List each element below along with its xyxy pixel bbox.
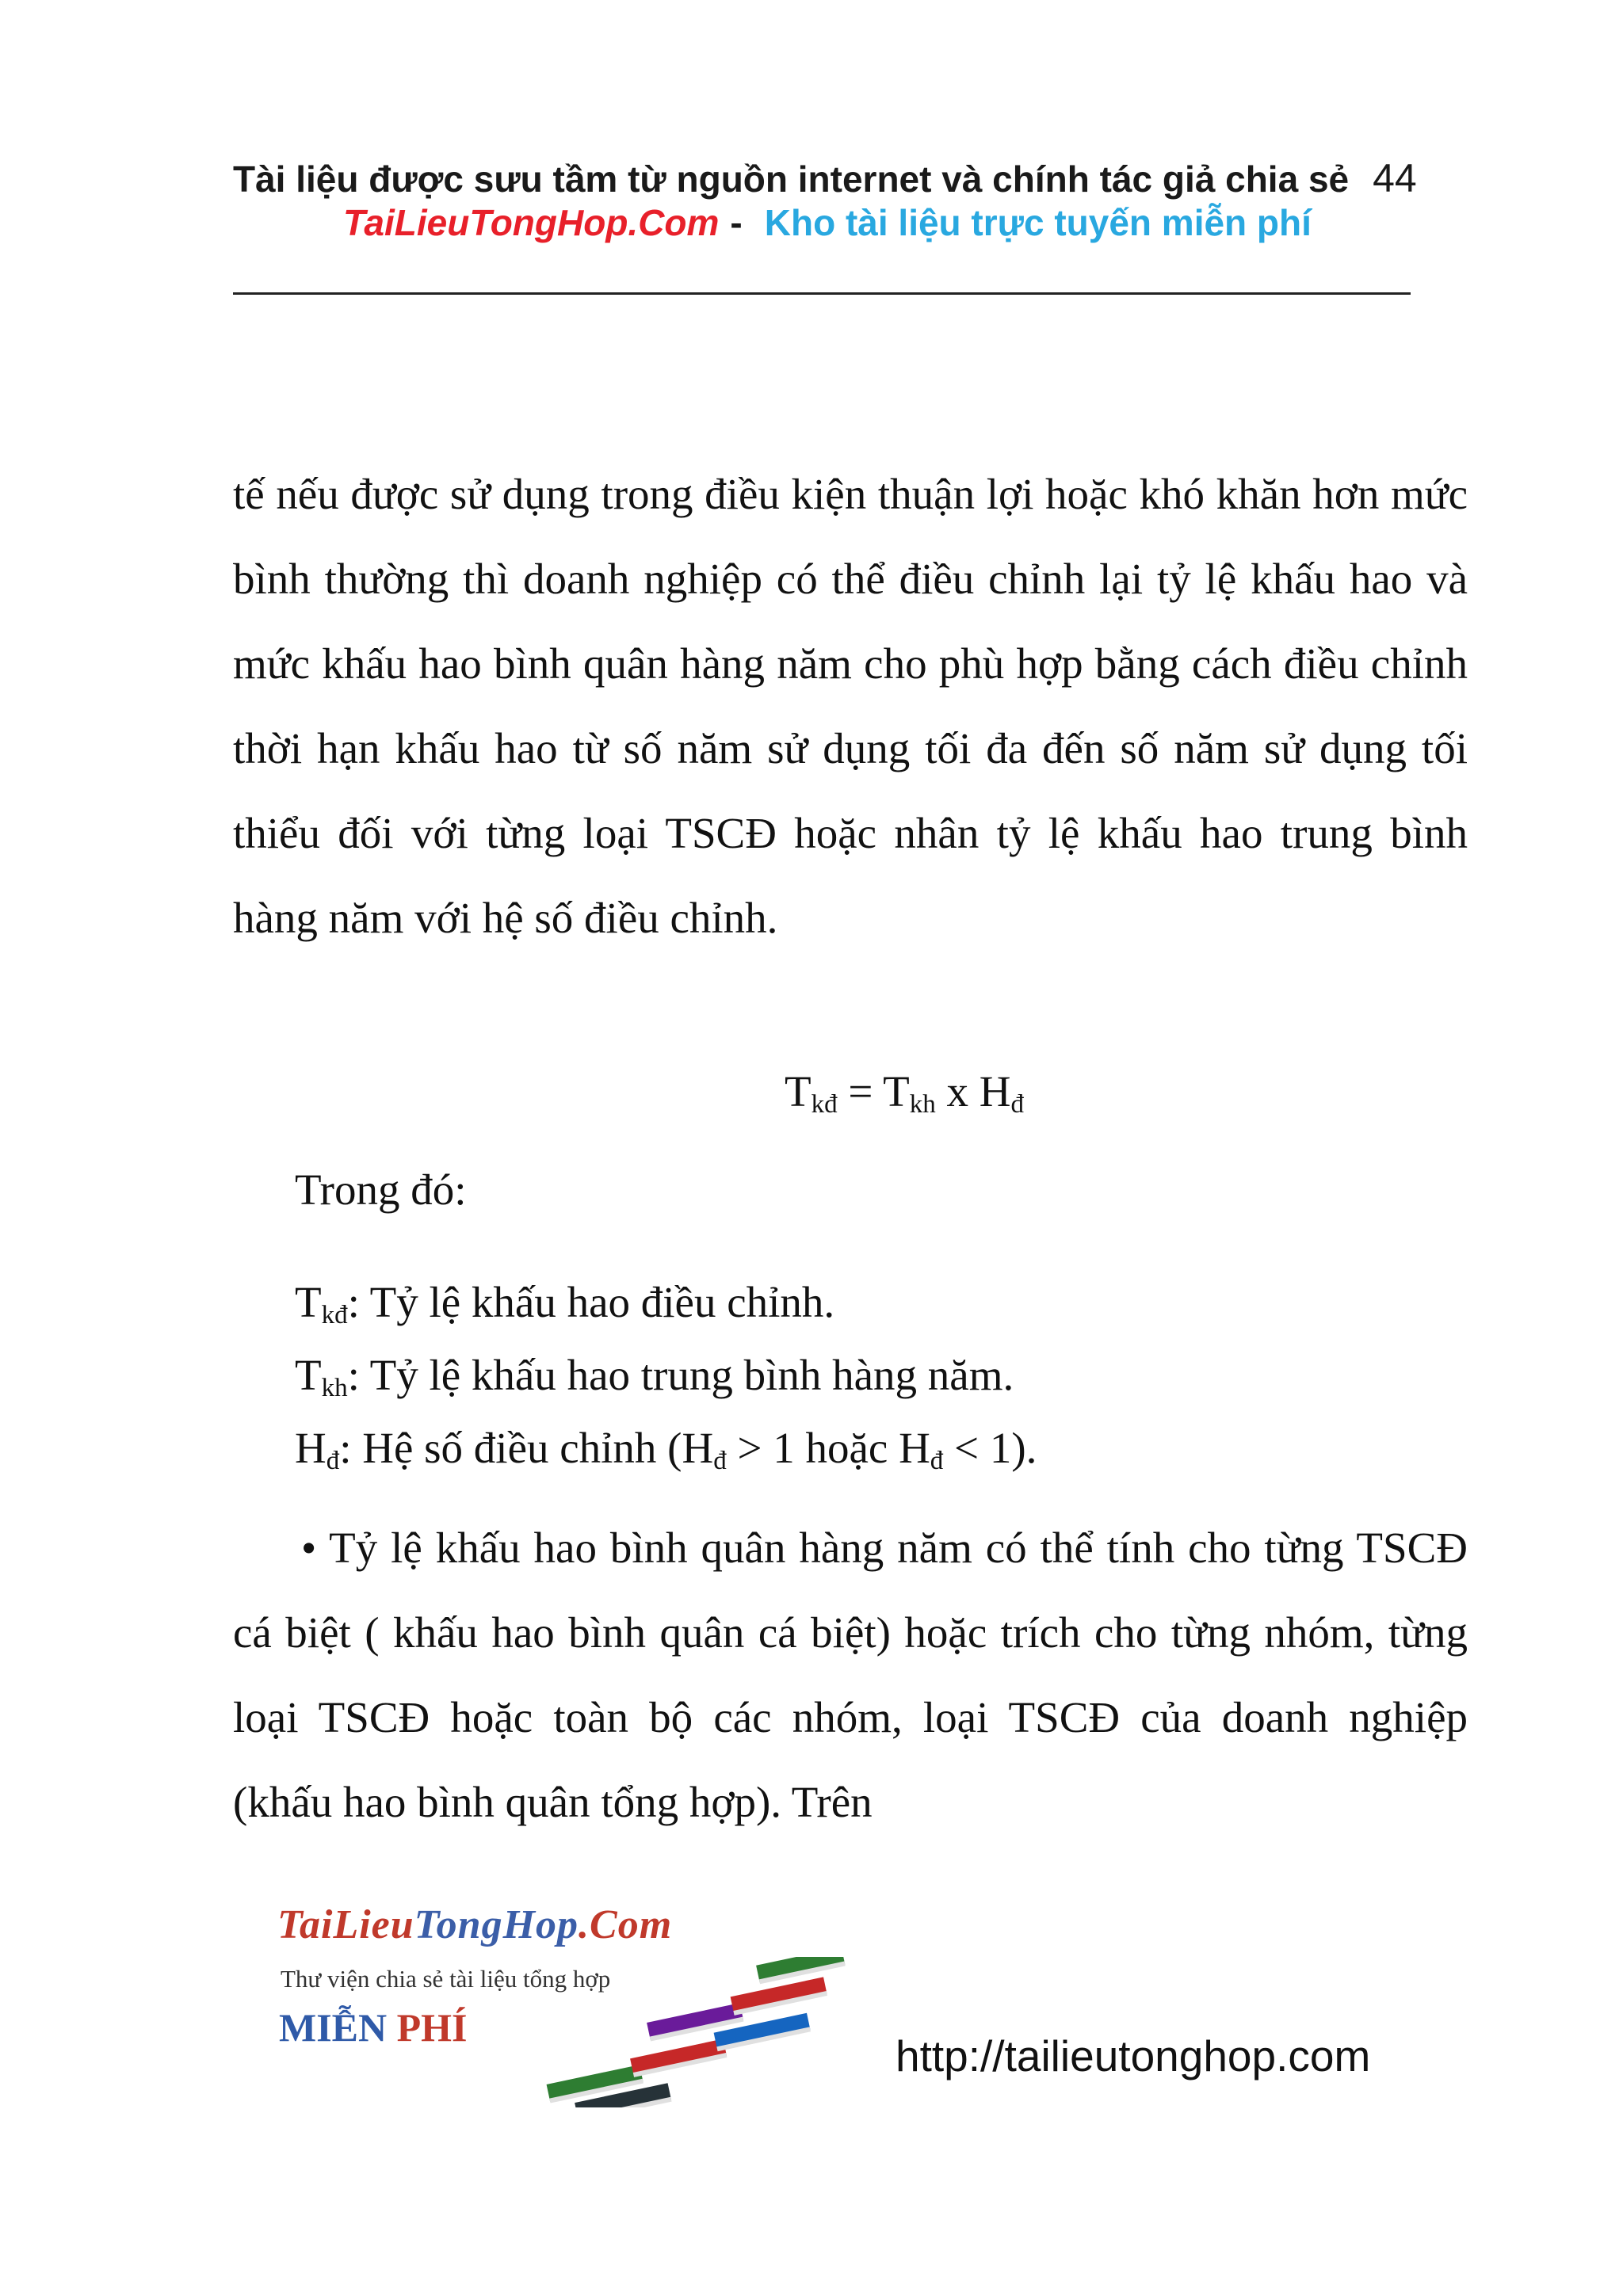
body-paragraph-2-block: [233, 1505, 1468, 1844]
logo-title-part: TaiLieu: [277, 1902, 414, 1947]
header-slogan: Kho tài liệu trực tuyến miễn phí: [764, 202, 1312, 243]
definition-text: : Tỷ lệ khấu hao trung bình hàng năm.: [347, 1351, 1014, 1399]
site-logo[interactable]: [277, 1901, 880, 2107]
definition-text: > 1 hoặc H: [726, 1424, 930, 1472]
formula-t-sub: kh: [909, 1090, 936, 1119]
footer-url-link[interactable]: http://tailieutonghop.com: [896, 2031, 1371, 2081]
header-divider: [233, 292, 1411, 295]
logo-title: [277, 1901, 672, 1948]
body-paragraph-1: tế nếu được sử dụng trong điều kiện thuận lợi hoặc khó khăn hơn mức bình thường thì doanh nghiệp có thể điều chỉnh lại tỷ lệ khấu hao và mức khấu hao bình quân hàng năm cho phù hợp bằng cách điều chỉnh thời hạn khấu hao từ số năm sử dụng tối đa đến số năm sử dụng tối thiểu đối với từng loại TSCĐ hoặc nhân tỷ lệ khấu hao trung bình hàng năm với hệ số điều chỉnh.: [233, 470, 1468, 942]
header-site-line: [343, 201, 1453, 244]
logo-title-part: TongHop: [414, 1902, 579, 1947]
logo-free-label: [279, 2004, 468, 2050]
body-paragraph-2: [233, 1505, 1468, 1844]
body-paragraph-2-text: • Tỷ lệ khấu hao bình quân hàng năm có thể tính cho từng TSCĐ cá biệt ( khấu hao bình quân cá biệt) hoặc trích cho từng nhóm, từng loại TSCĐ hoặc toàn bộ các nhóm, loại TSCĐ của doanh nghiệp (khấu hao bình quân tổng hợp). Trên: [233, 1524, 1468, 1826]
definition-text: < 1).: [943, 1424, 1037, 1472]
logo-free-word: PHÍ: [396, 2005, 468, 2050]
definition-symbol: T: [295, 1278, 322, 1326]
formula-h-sub: đ: [1010, 1090, 1024, 1119]
definition-subscript: đ: [713, 1447, 727, 1475]
books-icon: [515, 1957, 880, 2107]
header-source-text: Tài liệu được sưu tầm từ nguồn internet và chính tác giả chia sẻ: [233, 158, 1350, 200]
definitions-list: [295, 1266, 1037, 1485]
formula-lhs: T: [785, 1067, 812, 1116]
body-paragraph-1-block: [233, 452, 1468, 960]
definition-symbol: H: [295, 1424, 327, 1472]
header-site-link[interactable]: TaiLieuTongHop.Com: [343, 202, 720, 243]
definition-item: [295, 1339, 1037, 1412]
header-separator: -: [730, 202, 743, 243]
logo-free-word: MIỄN: [279, 2005, 388, 2050]
definition-text: : Tỷ lệ khấu hao điều chỉnh.: [347, 1278, 835, 1326]
definition-item: [295, 1266, 1037, 1339]
header-source-note: [233, 155, 1422, 201]
definition-subscript: kđ: [321, 1301, 348, 1329]
definition-symbol: T: [295, 1351, 322, 1399]
definition-item: [295, 1412, 1037, 1485]
formula-t: T: [883, 1067, 910, 1116]
formula-h: H: [979, 1067, 1011, 1116]
formula-eq: =: [837, 1067, 884, 1116]
formula-op: x: [935, 1067, 980, 1116]
where-label: Trong đó:: [295, 1165, 467, 1214]
definition-text: : Hệ số điều chỉnh (H: [339, 1424, 714, 1472]
definition-subscript: đ: [930, 1447, 944, 1475]
logo-tagline: Thư viện chia sẻ tài liệu tổng hợp: [281, 1965, 611, 1993]
definition-subscript: kh: [321, 1374, 348, 1402]
formula: [785, 1066, 1024, 1119]
page-number: 44: [1373, 156, 1417, 200]
definition-subscript: đ: [326, 1447, 340, 1475]
logo-title-part: .Com: [579, 1902, 673, 1947]
formula-lhs-sub: kđ: [811, 1090, 838, 1119]
